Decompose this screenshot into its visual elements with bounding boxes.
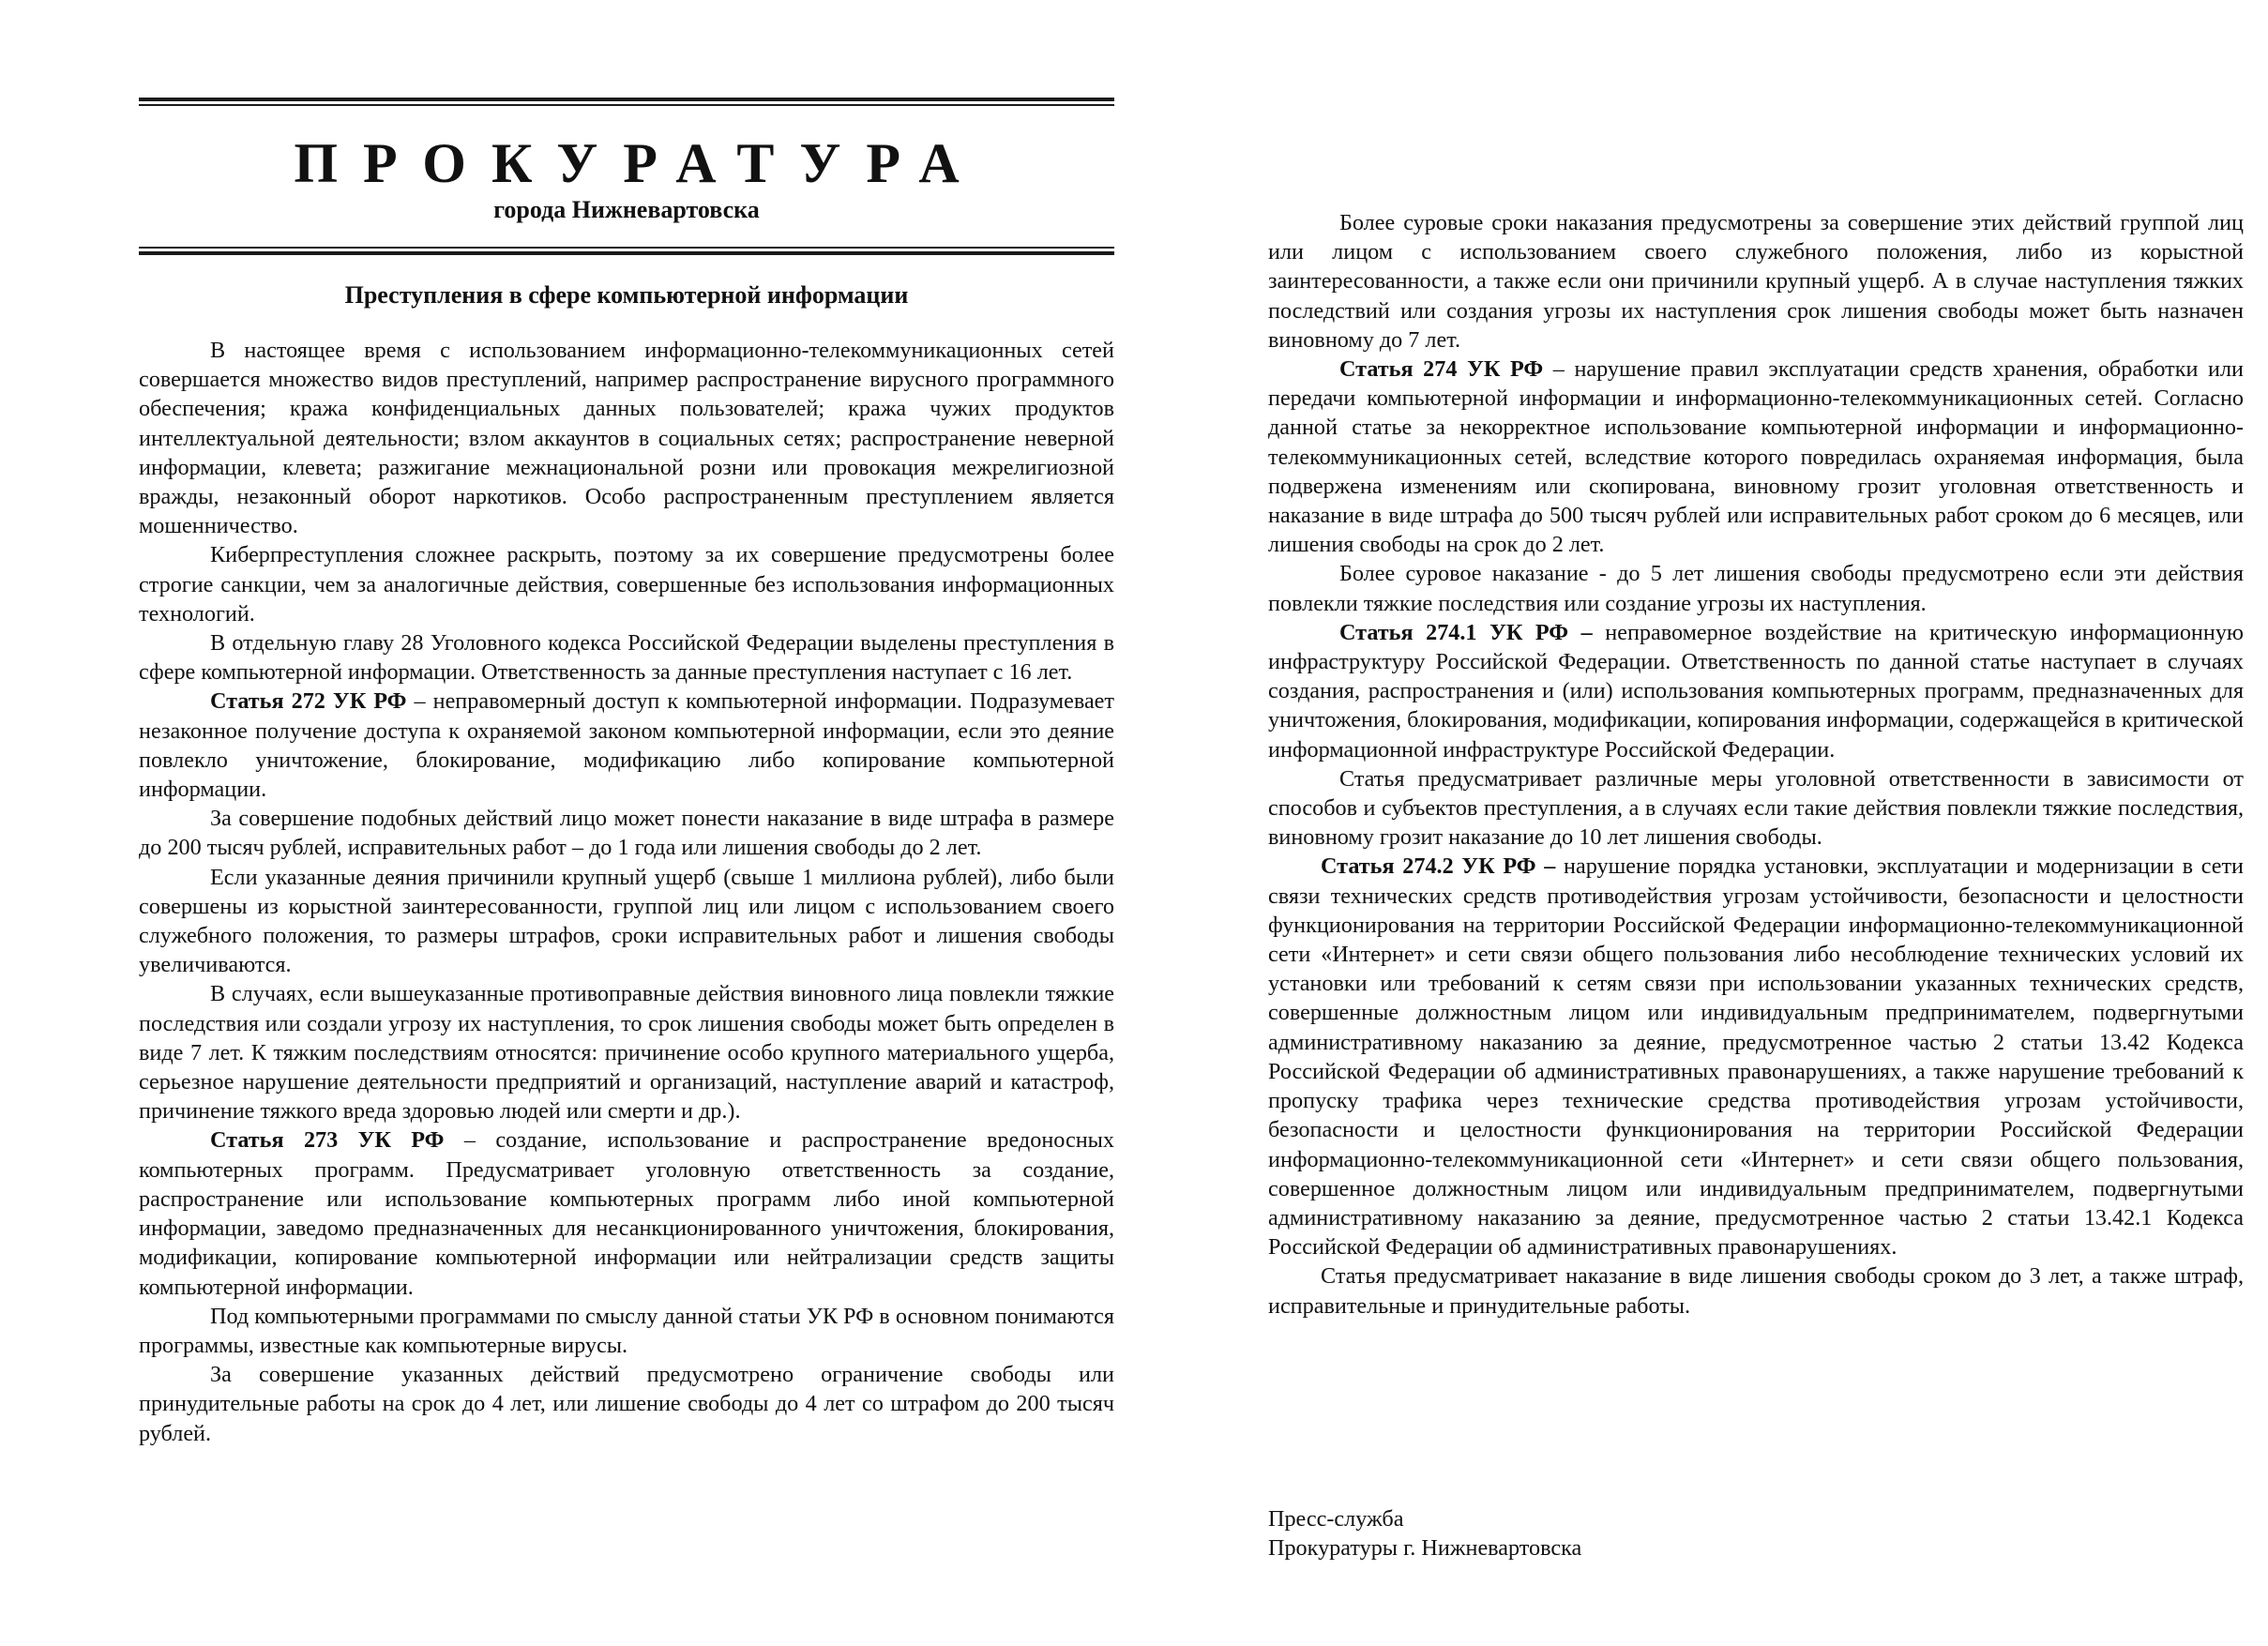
signature-line: Прокуратуры г. Нижневартовска bbox=[1268, 1535, 1582, 1562]
paragraph: За совершение подобных действий лицо может понести наказание в виде штрафа в размере до 200 тысяч рублей, исправительных работ – до 1 года или лишения свободы до 2 лет. bbox=[139, 806, 1114, 861]
paragraph: Если указанные деяния причинили крупный ущерб (свыше 1 миллиона рублей), либо были совершены из корыстной заинтересованности, группой лиц или лицом с использованием своего служебного положения, то размеры штрафов, сроки исправительных работ и лишения свободы увеличиваются. bbox=[139, 864, 1114, 978]
paragraph: За совершение указанных действий предусмотрено ограничение свободы или принудительные работы на срок до 4 лет, или лишение свободы до 4 лет со штрафом до 200 тысяч рублей. bbox=[139, 1362, 1114, 1446]
org-name: ПРОКУРАТУРА bbox=[294, 132, 985, 194]
paragraph-article-274: Статья 274 УК РФ – нарушение правил эксплуатации средств хранения, обработки или передачи компьютерной информации и информационно-телекоммуникационных сетей. Согласно данной статье за некорректное использование компьютерной информации и информационно- телекоммуникационных сетей, вследствие которого повредилась охраняемая информация, была подвержена изменениям или скопирована, виновному грозит уголовная ответственность и наказание в виде штрафа до 500 тысяч рублей или исправительных работ сроком до 6 месяцев, или лишения свободы на срок до 2 лет. bbox=[1268, 356, 2244, 558]
article-heading: Статья 272 УК РФ bbox=[210, 688, 407, 715]
left-body-text bbox=[139, 336, 1114, 1448]
paragraph: В отдельную главу 28 Уголовного кодекса Российской Федерации выделены преступления в сфере компьютерной информации. Ответственность за данные преступления наступает с 16 лет. bbox=[139, 630, 1114, 686]
article-heading: Статья 274.2 УК РФ – bbox=[1321, 853, 1556, 880]
paragraph: Под компьютерными программами по смыслу данной статьи УК РФ в основном понимаются программы, известные как компьютерные вирусы. bbox=[139, 1303, 1114, 1358]
paragraph: В случаях, если вышеуказанные противоправные действия виновного лица повлекли тяжкие последствия или создали угрозу их наступления, то срок лишения свободы может быть определен в виде 7 лет. К тяжким последствиям относятся: причинение особо крупного материального ущерба, серьезное нарушение деятельности предприятий и организаций, наступление аварий и катастроф, причинение тяжкого вреда здоровью людей или смерти и др.). bbox=[139, 981, 1114, 1125]
signature-line: Пресс-служба bbox=[1268, 1506, 1404, 1532]
org-city: города Нижневартовска bbox=[493, 196, 760, 223]
article-heading: Статья 273 УК РФ bbox=[210, 1127, 445, 1154]
paragraph: Более суровое наказание - до 5 лет лишения свободы предусмотрено если эти действия повлекли тяжкие последствия или создание угрозы их наступления. bbox=[1268, 561, 2244, 616]
paragraph: Киберпреступления сложнее раскрыть, поэтому за их совершение предусмотрены более строгие санкции, чем за аналогичные действия, совершенные без использования информационных технологий. bbox=[139, 542, 1114, 627]
paragraph: Статья предусматривает различные меры уголовной ответственности в зависимости от способов и субъектов преступления, а в случаях если такие действия повлекли тяжкие последствия, виновному грозит наказание до 10 лет лишения свободы. bbox=[1268, 765, 2244, 851]
article-heading: Статья 274 УК РФ bbox=[1339, 356, 1544, 383]
document-title: Преступления в сфере компьютерной информации bbox=[344, 281, 909, 309]
paragraph: Более суровые сроки наказания предусмотрены за совершение этих действий группой лиц или лицом с использованием своего служебного положения, либо из корыстной заинтересованности, а также если они причинили крупный ущерб. А в случае наступления тяжких последствий или создания угрозы их наступления срок лишения свободы может быть назначен виновному до 7 лет. bbox=[1268, 210, 2244, 353]
paragraph-article-274-2: Статья 274.2 УК РФ – нарушение порядка установки, эксплуатации и модернизации в сети связи технических средств противодействия угрозам устойчивости, безопасности и целостности функционирования на территории Российской Федерации информационно-телекоммуникационной сети «Интернет» и сети связи общего пользования либо несоблюдение технических условий их установки или требований к сетям связи при использовании указанных технических средств, совершенные должностным лицом или индивидуальным предпринимателем, подвергнутыми административному наказанию за деяние, предусмотренное частью 2 статьи 13.42 Кодекса Российской Федерации об административных правонарушениях, а также нарушение требований к пропуску трафика через технические средства противодействия угрозам устойчивости, безопасности и целостности функционирования на территории Российской Федерации информационно-телекоммуникационной сети «Интернет» и сети связи общего пользования, совершенное должностным лицом или индивидуальным предпринимателем, подвергнутыми административному наказанию за деяние, предусмотренное частью 2 статьи 13.42.1 Кодекса Российской Федерации об административных правонарушениях. bbox=[1268, 853, 2244, 1261]
paragraph-article-273: Статья 273 УК РФ – создание, использование и распространение вредоносных компьютерных программ. Предусматривает уголовную ответственность за создание, распространение или использование компьютерных программ либо иной компьютерной информации, заведомо предназначенных для несанкционированного уничтожения, блокирования, модификации, копирование компьютерной информации или нейтрализации средств защиты компьютерной информации. bbox=[139, 1127, 1114, 1300]
right-body-text bbox=[1268, 208, 2244, 1321]
signature-block bbox=[1268, 1504, 2244, 1563]
paragraph: Статья предусматривает наказание в виде лишения свободы сроком до 3 лет, а также штраф, исправительные и принудительные работы. bbox=[1268, 1263, 2244, 1319]
paragraph-article-274-1: Статья 274.1 УК РФ – неправомерное воздействие на критическую информационную инфраструктуру Российской Федерации. Ответственность по данной статье наступает в случаях создания, распространения и (или) использования компьютерных программ, предназначенных для уничтожения, блокирования, модификации, копирования информации, содержащейся в критической информационной инфраструктуре Российской Федерации. bbox=[1268, 619, 2244, 763]
header-rule-top bbox=[139, 98, 1114, 106]
header-rule-bottom bbox=[139, 247, 1114, 255]
paragraph-article-272: Статья 272 УК РФ – неправомерный доступ к компьютерной информации. Подразумевает незаконное получение доступа к охраняемой законом компьютерной информации, если это деяние повлекло уничтожение, блокирование, модификацию либо копирование компьютерной информации. bbox=[139, 688, 1114, 803]
article-heading: Статья 274.1 УК РФ – bbox=[1339, 619, 1593, 645]
paragraph: В настоящее время с использованием информационно-телекоммуникационных сетей совершается множество видов преступлений, например распространение вирусного программного обеспечения; кража конфиденциальных данных пользователей; кража чужих продуктов интеллектуальной деятельности; взлом аккаунтов в социальных сетях; распространение неверной информации, клевета; разжигание межнациональной розни или провокация межрелигиозной вражды, незаконный оборот наркотиков. Особо распространенным преступлением является мошенничество. bbox=[139, 338, 1114, 539]
